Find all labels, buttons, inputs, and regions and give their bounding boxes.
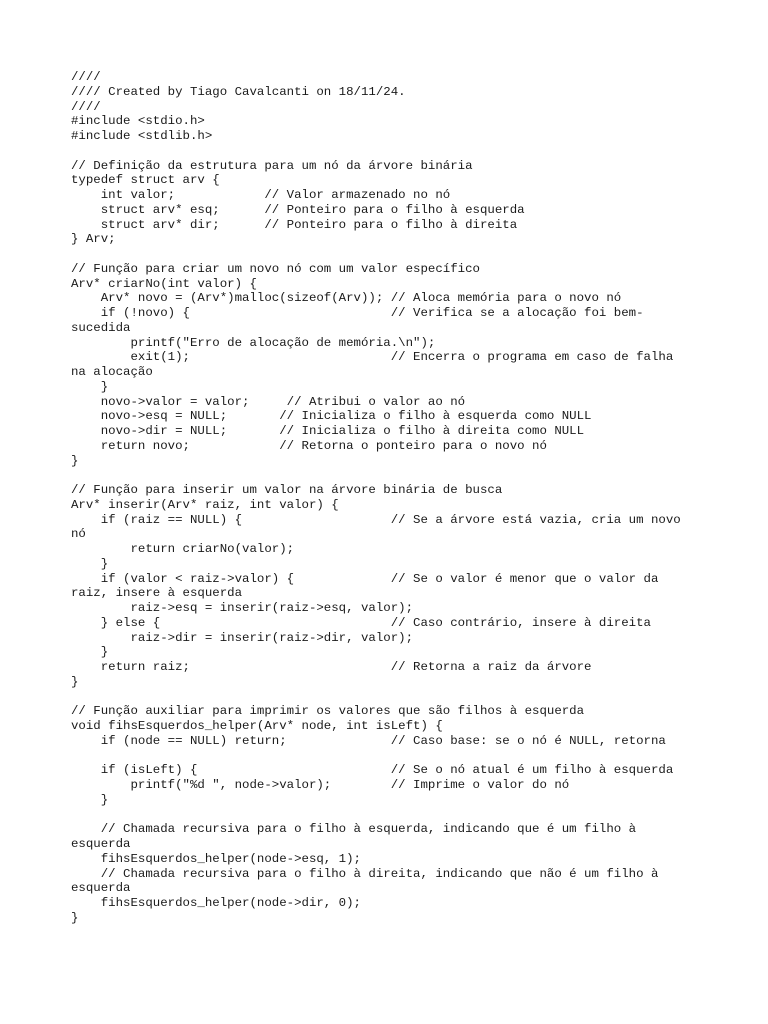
code-line: return raiz; // Retorna a raiz da árvore — [71, 660, 592, 674]
code-line: fihsEsquerdos_helper(node->dir, 0); — [71, 896, 361, 910]
code-line: int valor; // Valor armazenado no nó — [71, 188, 451, 202]
code-line: exit(1); // Encerra o programa em caso de falha — [71, 350, 674, 365]
code-line: if (raiz == NULL) { // Se a árvore está vazia, cria um novo — [71, 512, 681, 527]
code-line: if (isLeft) { // Se o nó atual é um filho à esquerda — [71, 763, 674, 778]
code-line: raiz, insere à esquerda — [71, 586, 243, 601]
code-line: fihsEsquerdos_helper(node->esq, 1); — [71, 851, 361, 866]
code-line: if (valor < raiz->valor) { // Se o valor é menor que o valor da — [71, 571, 659, 586]
code-line: struct arv* dir; // Ponteiro para o filho à direita — [71, 217, 518, 232]
code-line: //// Created by Tiago Cavalcanti on 18/11/24. — [71, 84, 406, 99]
code-line: } — [71, 645, 109, 660]
code-block — [71, 70, 751, 926]
code-line: // Função para criar um novo nó com um valor específico — [71, 261, 480, 276]
code-line: // Chamada recursiva para o filho à direita, indicando que não é um filho à — [71, 866, 659, 881]
code-line — [71, 808, 751, 823]
code-line: void fihsEsquerdos_helper(Arv* node, int isLeft) { — [71, 719, 443, 733]
code-line: return novo; // Retorna o ponteiro para o novo nó — [71, 438, 547, 453]
code-line: struct arv* esq; // Ponteiro para o filho à esquerda — [71, 202, 525, 217]
code-line — [71, 468, 751, 483]
code-line: } else { // Caso contrário, insere à direita — [71, 615, 651, 630]
code-line: return criarNo(valor); — [71, 542, 295, 556]
code-line — [71, 247, 751, 262]
code-line: } — [71, 379, 109, 394]
code-line: } — [71, 792, 109, 807]
code-line: Arv* novo = (Arv*)malloc(sizeof(Arv)); // Aloca memória para o novo nó — [71, 291, 622, 306]
code-line: printf("%d ", node->valor); // Imprime o valor do nó — [71, 778, 570, 792]
code-line — [71, 690, 751, 705]
code-line: raiz->esq = inserir(raiz->esq, valor); — [71, 601, 414, 615]
code-line — [71, 749, 751, 764]
document-page — [71, 70, 751, 926]
code-line: } — [71, 556, 109, 571]
code-line: nó — [71, 527, 86, 542]
code-line: esquerda — [71, 837, 131, 851]
code-line: #include <stdio.h> — [71, 114, 205, 129]
code-line: //// — [71, 70, 101, 84]
code-line: na alocação — [71, 365, 153, 379]
code-line: // Definição da estrutura para um nó da árvore binária — [71, 158, 473, 173]
code-line: //// — [71, 99, 101, 114]
code-line: novo->dir = NULL; // Inicializa o filho à direita como NULL — [71, 424, 585, 438]
code-line — [71, 144, 751, 159]
code-line: typedef struct arv { — [71, 173, 220, 188]
code-line: sucedida — [71, 320, 131, 335]
code-line: } — [71, 453, 79, 468]
code-line: } Arv; — [71, 232, 116, 247]
code-line: novo->esq = NULL; // Inicializa o filho à esquerda como NULL — [71, 409, 592, 424]
code-line: #include <stdlib.h> — [71, 129, 213, 143]
code-line: } — [71, 910, 79, 925]
code-line: // Chamada recursiva para o filho à esquerda, indicando que é um filho à — [71, 822, 637, 837]
code-line: novo->valor = valor; // Atribui o valor ao nó — [71, 394, 466, 409]
code-line: } — [71, 674, 79, 689]
code-line: esquerda — [71, 881, 131, 896]
code-line: if (node == NULL) return; // Caso base: se o nó é NULL, retorna — [71, 733, 666, 748]
code-line: // Função para inserir um valor na árvore binária de busca — [71, 483, 503, 497]
code-line: printf("Erro de alocação de memória.\n"); — [71, 335, 436, 350]
code-line: raiz->dir = inserir(raiz->dir, valor); — [71, 630, 414, 645]
code-line: if (!novo) { // Verifica se a alocação foi bem- — [71, 306, 644, 320]
code-line: Arv* inserir(Arv* raiz, int valor) { — [71, 497, 339, 512]
code-line: Arv* criarNo(int valor) { — [71, 276, 257, 291]
code-line: // Função auxiliar para imprimir os valores que são filhos à esquerda — [71, 704, 585, 719]
